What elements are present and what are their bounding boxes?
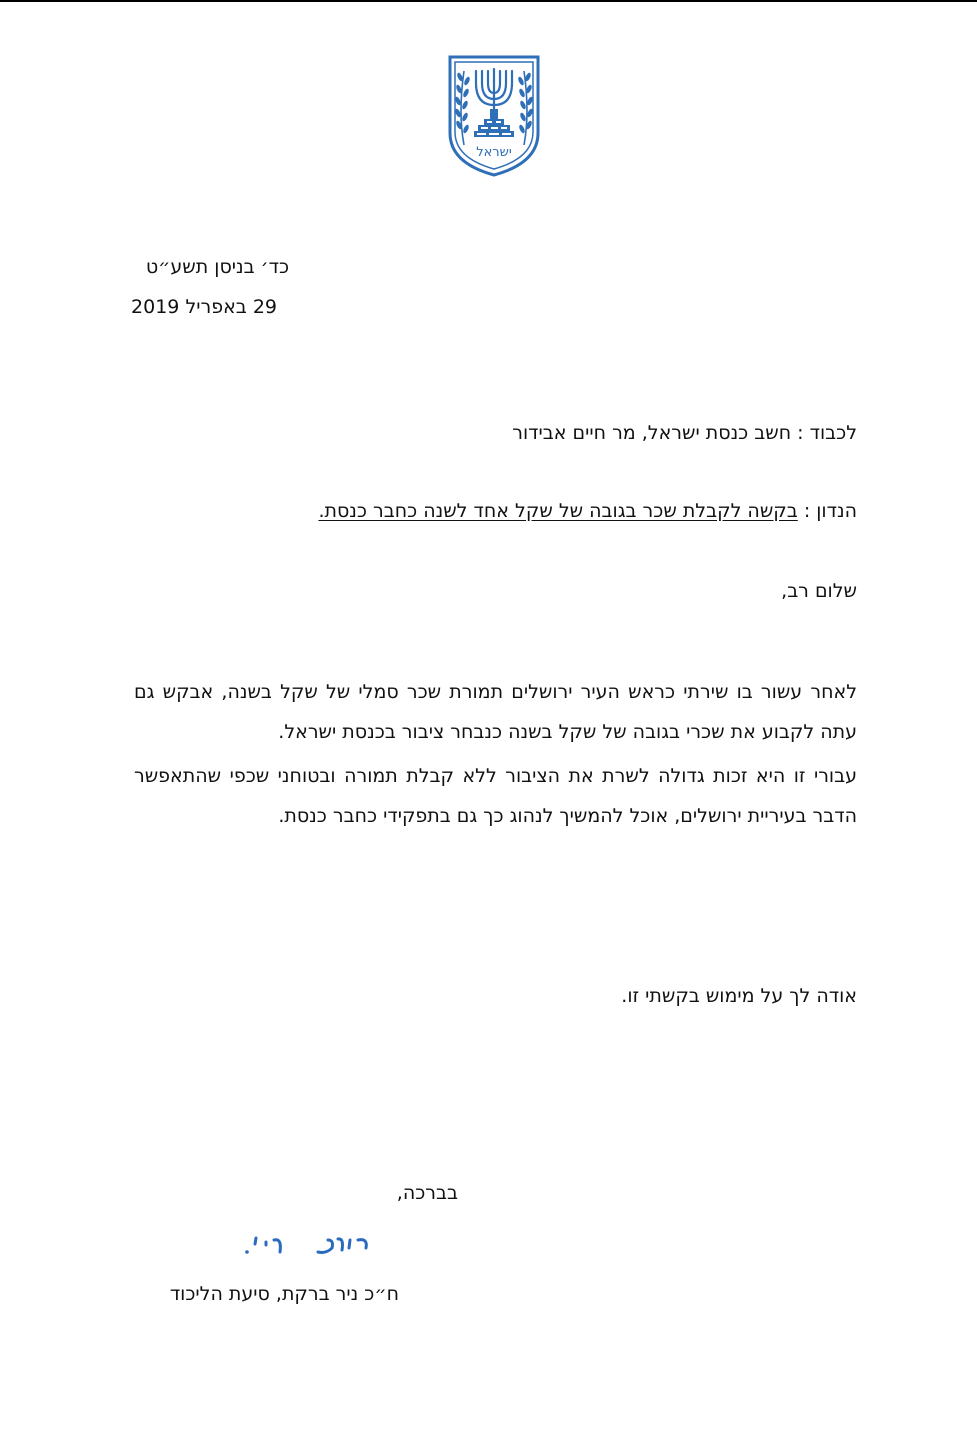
thanks-line: אודה לך על מימוש בקשתי זו.: [621, 985, 857, 1007]
gregorian-date: 29 באפריל 2019: [131, 296, 277, 318]
greeting: שלום רב,: [781, 580, 857, 602]
page-top-border: [0, 0, 977, 2]
signer-name: ח״כ ניר ברקת, סיעת הליכוד: [169, 1283, 399, 1305]
body-paragraph: עבורי זו היא זכות גדולה לשרת את הציבור ללא קבלת תמורה ובטוחני שכפי שהתאפשר הדבר בעיריית ירושלים, אוכל להמשיך לנהוג כך גם בתפקידי כחבר כנסת.: [134, 765, 857, 827]
subject-line: [318, 499, 857, 523]
subject-label: הנדון :: [803, 500, 857, 522]
hebrew-date: כד׳ בניסן תשע״ט: [145, 256, 289, 278]
recipient-line: [512, 421, 857, 445]
subject-value: בקשה לקבלת שכר בגובה של שקל אחד לשנה כחבר כנסת.: [318, 500, 798, 522]
body-paragraph: לאחר עשור בו שירתי כראש העיר ירושלים תמורת שכר סמלי של שקל בשנה, אבקש גם עתה לקבוע את שכרי בגובה של שקל בשנה כנבחר ציבור בכנסת ישראל.: [134, 681, 857, 743]
emblem-of-israel-icon: [446, 53, 542, 179]
closing: בברכה,: [396, 1182, 458, 1204]
handwritten-signature: [222, 1226, 374, 1262]
svg-text:ישראל: ישראל: [476, 145, 512, 160]
recipient-label: לכבוד :: [797, 422, 857, 444]
recipient-value: חשב כנסת ישראל, מר חיים אבידור: [512, 422, 792, 444]
